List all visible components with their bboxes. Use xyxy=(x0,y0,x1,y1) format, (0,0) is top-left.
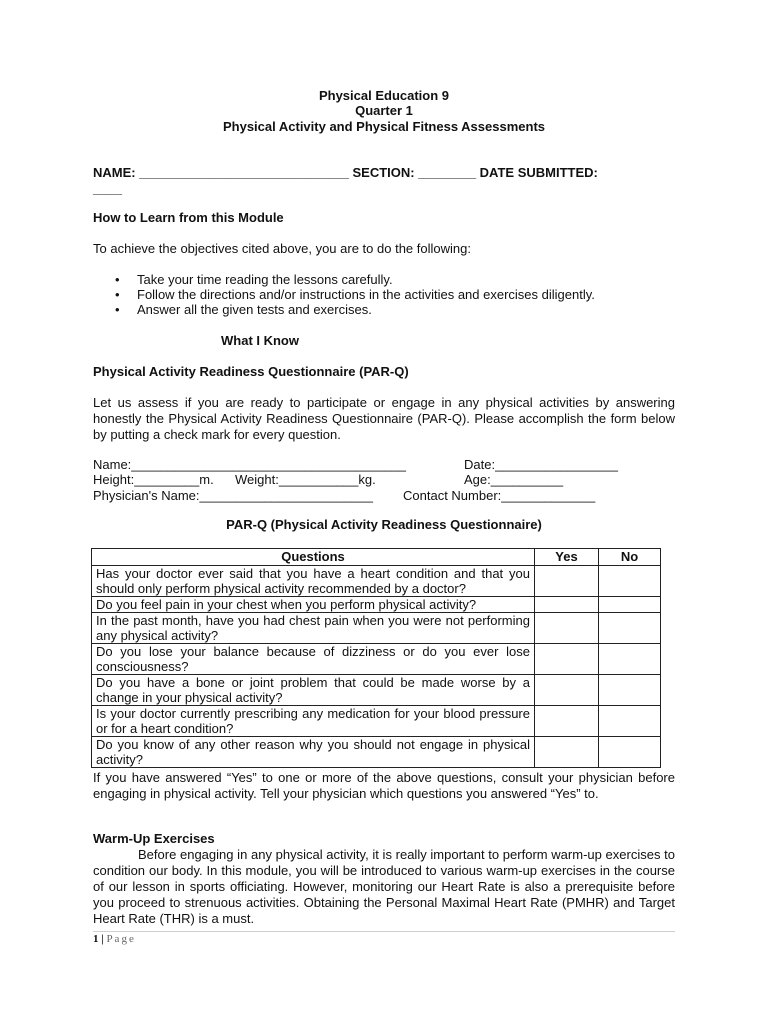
no-checkbox-cell[interactable] xyxy=(599,566,661,597)
parq-intro-paragraph: Let us assess if you are ready to participate or engage in any physical activities by answering honestly the Physical Activity Readiness Questionnaire (PAR-Q). Please accomplish the form below by putting a check mark for every question. xyxy=(93,395,675,442)
question-cell: Do you lose your balance because of dizziness or do you ever lose consciousness? xyxy=(92,644,535,675)
table-row xyxy=(92,706,661,737)
no-checkbox-cell[interactable] xyxy=(599,675,661,706)
footer-divider xyxy=(93,931,675,932)
doc-title: Physical Activity and Physical Fitness Assessments xyxy=(222,119,546,134)
no-checkbox-cell[interactable] xyxy=(599,706,661,737)
header-yes: Yes xyxy=(535,549,599,566)
question-cell: Do you know of any other reason why you should not engage in physical activity? xyxy=(92,737,535,768)
page-separator: | xyxy=(101,933,104,945)
yes-checkbox-cell[interactable] xyxy=(535,675,599,706)
form-date-field[interactable]: Date:_________________ xyxy=(464,457,618,472)
warmup-heading: Warm-Up Exercises xyxy=(93,831,215,846)
form-physician-field[interactable]: Physician's Name:________________________ xyxy=(93,488,374,503)
page-footer xyxy=(93,933,136,945)
parq-table-title: PAR-Q (Physical Activity Readiness Questionnaire) xyxy=(226,517,542,532)
no-checkbox-cell[interactable] xyxy=(599,613,661,644)
table-header-row xyxy=(92,549,661,566)
module-heading: How to Learn from this Module xyxy=(93,210,284,225)
question-cell: In the past month, have you had chest pain when you were not performing any physical activity? xyxy=(92,613,535,644)
no-checkbox-cell[interactable] xyxy=(599,737,661,768)
question-cell: Is your doctor currently prescribing any medication for your blood pressure or for a heart condition? xyxy=(92,706,535,737)
form-contact-field[interactable]: Contact Number:_____________ xyxy=(403,488,596,503)
list-item: • Answer all the given tests and exercises. xyxy=(93,302,595,317)
instructions-list xyxy=(93,272,595,317)
list-item: • Follow the directions and/or instructions in the activities and exercises diligently. xyxy=(93,287,595,302)
page-number: 1 xyxy=(93,933,99,945)
table-row xyxy=(92,613,661,644)
what-i-know-heading: What I Know xyxy=(221,333,299,348)
table-row xyxy=(92,644,661,675)
yes-checkbox-cell[interactable] xyxy=(535,566,599,597)
header-no: No xyxy=(599,549,661,566)
yes-checkbox-cell[interactable] xyxy=(535,597,599,613)
yes-checkbox-cell[interactable] xyxy=(535,644,599,675)
page-label: Page xyxy=(106,933,136,945)
table-row xyxy=(92,737,661,768)
yes-checkbox-cell[interactable] xyxy=(535,737,599,768)
no-checkbox-cell[interactable] xyxy=(599,597,661,613)
module-intro: To achieve the objectives cited above, you are to do the following: xyxy=(93,241,471,256)
after-table-note: If you have answered “Yes” to one or more of the above questions, consult your physician before engaging in physical activity. Tell your physician which questions you answered “Yes” to. xyxy=(93,770,675,801)
form-name-field[interactable]: Name:______________________________________ xyxy=(93,457,407,472)
doc-quarter: Quarter 1 xyxy=(355,103,413,118)
student-info-line: NAME: _____________________________ SECTION: ________ DATE SUBMITTED: xyxy=(93,165,598,180)
parq-heading: Physical Activity Readiness Questionnaire (PAR-Q) xyxy=(93,364,409,379)
header-questions: Questions xyxy=(92,549,535,566)
question-cell: Has your doctor ever said that you have a heart condition and that you should only perform physical activity recommended by a doctor? xyxy=(92,566,535,597)
form-weight-field[interactable]: Weight:___________kg. xyxy=(235,472,376,487)
form-height-field[interactable]: Height:_________m. xyxy=(93,472,214,487)
table-row xyxy=(92,597,661,613)
table-row xyxy=(92,675,661,706)
yes-checkbox-cell[interactable] xyxy=(535,613,599,644)
no-checkbox-cell[interactable] xyxy=(599,644,661,675)
question-cell: Do you have a bone or joint problem that could be made worse by a change in your physical activity? xyxy=(92,675,535,706)
list-item: • Take your time reading the lessons carefully. xyxy=(93,272,595,287)
warmup-paragraph: Before engaging in any physical activity, it is really important to perform warm-up exercises to condition our body. In this module, you will be introduced to various warm-up exercises in the course of our lesson in sports officiating. However, monitoring our Heart Rate is also a prerequisite before you proceed to strenuous activities. Obtaining the Personal Maximal Heart Rate (PMHR) and Target Heart Rate (THR) is a must. xyxy=(93,847,675,926)
table-row xyxy=(92,566,661,597)
doc-subject: Physical Education 9 xyxy=(318,88,450,103)
form-age-field[interactable]: Age:__________ xyxy=(464,472,564,487)
parq-table xyxy=(91,548,661,768)
yes-checkbox-cell[interactable] xyxy=(535,706,599,737)
question-cell: Do you feel pain in your chest when you perform physical activity? xyxy=(92,597,535,613)
student-info-line-cont: ____ xyxy=(93,181,122,196)
